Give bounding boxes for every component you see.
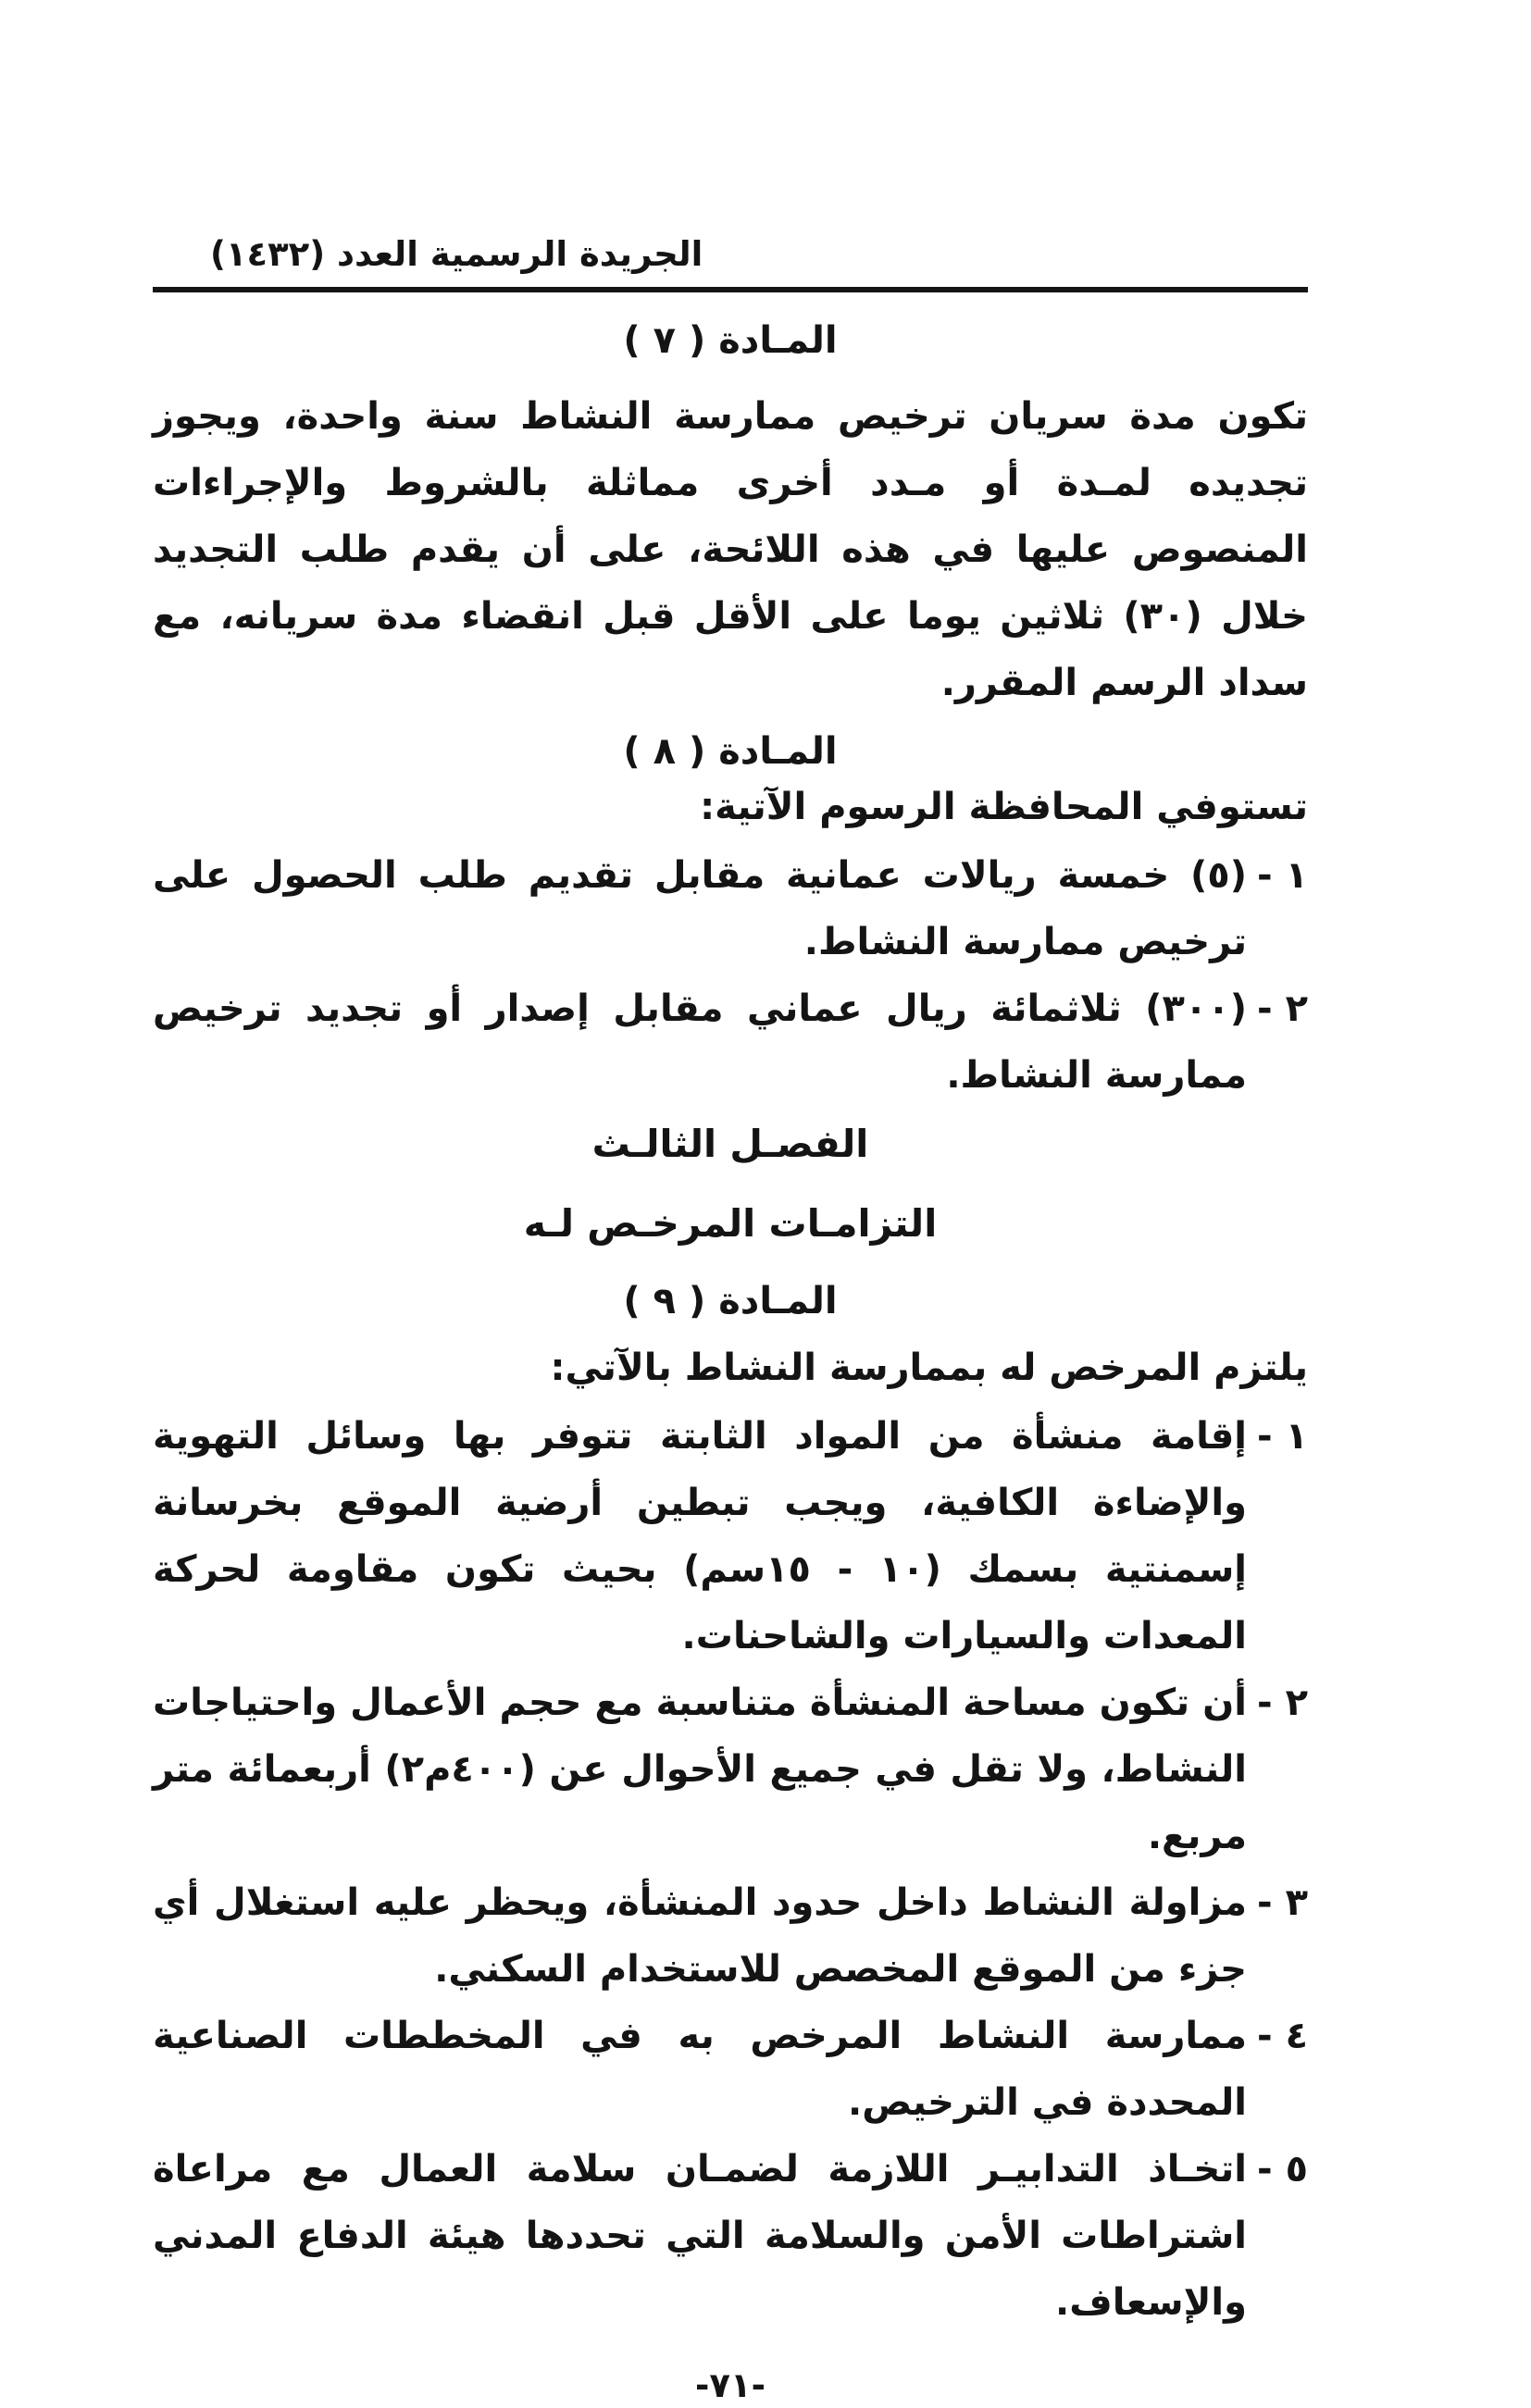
item-text: إقامة منشأة من المواد الثابتة تتوفر بها وسائل التهوية والإضاءة الكافية، ويجب تبطين أرضية الموقع بخرسانة إسمنتية بسمك (١٠ - ١٥سم) بحيث تكون مقاومة لحركة المعدات والسيارات والشاحنات. [153, 1415, 1247, 1657]
page-number: -٧١- [695, 2365, 766, 2405]
article-7-title: المـادة ( ٧ ) [623, 319, 838, 362]
list-item [153, 842, 1308, 975]
item-text: مزاولة النشاط داخل حدود المنشأة، ويحظر عليه استغلال أي جزء من الموقع المخصص للاستخدام السكني. [153, 1881, 1247, 1991]
item-number: ٤ - [1257, 2015, 1308, 2057]
list-item [153, 2003, 1308, 2136]
list-item [153, 1669, 1308, 1869]
item-number: ١ - [1257, 854, 1308, 897]
chapter-3-subtitle: التزامـات المرخـص لـه [523, 1201, 938, 1246]
item-number: ٢ - [1257, 1682, 1308, 1724]
item-number: ١ - [1257, 1415, 1308, 1458]
item-text: ممارسة النشاط المرخص به في المخططات الصناعية المحددة في الترخيص. [153, 2015, 1247, 2124]
list-item [153, 1869, 1308, 2003]
list-item [153, 2136, 1308, 2336]
gazette-header-title: الجريدة الرسمية العدد (١٤٣٢) [210, 234, 703, 274]
article-7-body: تكون مدة سريان ترخيص ممارسة النشاط سنة واحدة، ويجوز تجديده لمـدة أو مـدد أخرى مماثلة بالشروط والإجراءات المنصوص عليها في هذه اللائحة، على أن يقدم طلب التجديد خلال (٣٠) ثلاثين يوما على الأقل قبل انقضاء مدة سريانه، مع سداد الرسم المقرر. [153, 395, 1308, 704]
article-8-title: المـادة ( ٨ ) [623, 730, 838, 773]
article-8-list [153, 842, 1308, 1109]
article-8-intro: تستوفي المحافظة الرسوم الآتية: [700, 786, 1308, 828]
chapter-3-title: الفصـل الثالـث [591, 1122, 869, 1166]
item-text: (٥) خمسة ريالات عمانية مقابل تقديم طلب الحصول على ترخيص ممارسة النشاط. [153, 854, 1247, 963]
item-number: ٣ - [1257, 1881, 1308, 1924]
article-9-title: المـادة ( ٩ ) [623, 1280, 838, 1322]
item-text: أن تكون مساحة المنشأة متناسبة مع حجم الأعمال واحتياجات النشاط، ولا تقل في جميع الأحوال عن (٤٠٠م٢) أربعمائة متر مربع. [153, 1682, 1247, 1857]
article-9-list [153, 1403, 1308, 2336]
item-number: ٢ - [1257, 987, 1308, 1030]
list-item [153, 1403, 1308, 1669]
list-item [153, 975, 1308, 1109]
header-divider-rule [153, 287, 1308, 292]
article-9-intro: يلتزم المرخص له بممارسة النشاط بالآتي: [550, 1347, 1308, 1389]
item-text: (٣٠٠) ثلاثمائة ريال عماني مقابل إصدار أو تجديد ترخيص ممارسة النشاط. [153, 987, 1247, 1097]
item-text: اتخـاذ التدابيـر اللازمة لضمـان سلامة العمال مع مراعاة اشتراطات الأمن والسلامة التي تحددها هيئة الدفاع المدني والإسعاف. [153, 2148, 1247, 2324]
item-number: ٥ - [1257, 2148, 1308, 2191]
page-content [153, 0, 1308, 2408]
